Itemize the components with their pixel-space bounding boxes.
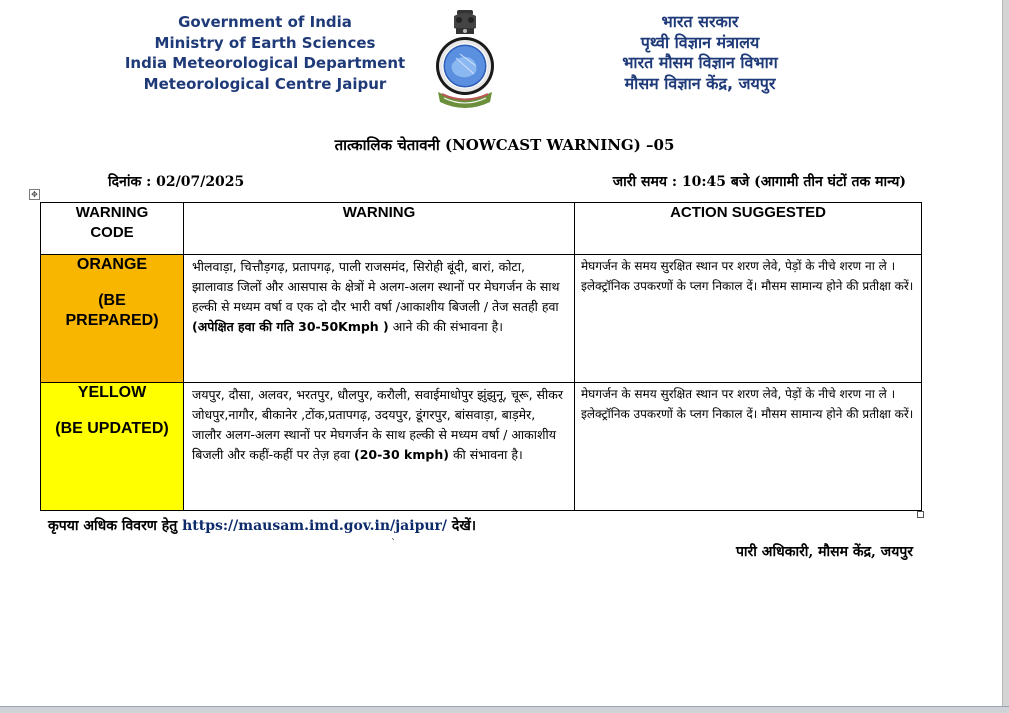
orange-action-text: मेघगर्जन के समय सुरक्षित स्थान पर शरण लेवे, पेड़ों के नीचे शरण ना ले । इलेक्ट्रॉनिक उपकरणों के प्लग निकाल दें। मौसम सामान्य होने की प्रतीक्षा करें।: [581, 259, 914, 293]
header-hindi: [560, 12, 840, 94]
header-english: [120, 12, 410, 94]
yellow-warning-text: [184, 383, 574, 465]
table-row: [41, 255, 922, 383]
yellow-code-label: YELLOW: [77, 384, 147, 401]
footer-note-prefix: कृपया अधिक विवरण हेतु: [48, 518, 183, 534]
header-warning: WARNING: [184, 203, 575, 255]
issue-date: दिनांक : 02/07/2025: [108, 174, 245, 190]
header-en-line-1: Government of India: [178, 13, 352, 31]
header-hi-line-3: भारत मौसम विज्ञान विभाग: [622, 53, 778, 72]
yellow-warning-tail: की संभावना है।: [448, 447, 523, 462]
signature: पारी अधिकारी, मौसम केंद्र, जयपुर: [735, 544, 913, 560]
orange-code-sub: (BE PREPARED): [65, 292, 159, 329]
table-move-handle-icon[interactable]: ✥: [29, 189, 40, 200]
orange-warning-text: [184, 255, 574, 337]
header-action: ACTION SUGGESTED: [575, 203, 922, 255]
header-en-line-4: Meteorological Centre Jaipur: [143, 74, 387, 93]
table-row: [41, 383, 922, 511]
orange-warning-tail: आने की की संभावना है।: [388, 319, 503, 334]
orange-action-cell: [575, 255, 922, 383]
yellow-warning-bold: (20-30 kmph): [354, 447, 449, 462]
orange-warning-main: भीलवाड़ा, चित्तौड़गढ़, प्रतापगढ़, पाली राजसमंद, सिरोही बूंदी, बारां, कोटा, झालावाड जिलों और आसपास के क्षेत्रों मे अलग-अलग स्थानों पर मेघगर्जन के साथ हल्की से मध्यम वर्षा व एक दो दौर भारी वर्षा /आकाशीय बिजली / तेज सतही हवा: [192, 259, 560, 314]
header-en-line-3: India Meteorological Department: [124, 54, 406, 72]
table-header-row: [41, 203, 922, 255]
footer-note: [48, 516, 476, 535]
orange-code-cell: [41, 255, 184, 383]
header-warning-code: [41, 203, 184, 255]
orange-warning-cell: [184, 255, 575, 383]
details-link[interactable]: https://mausam.imd.gov.in/jaipur/: [182, 518, 448, 534]
footer-note-suffix: देखें।: [447, 518, 477, 534]
warning-table: [40, 202, 922, 511]
page-edge-bottom: [0, 706, 1009, 713]
header-hi-line-4: मौसम विज्ञान केंद्र, जयपुर: [624, 73, 776, 93]
table-resize-handle[interactable]: [917, 511, 924, 518]
yellow-warning-main: जयपुर, दौसा, अलवर, भरतपुर, धौलपुर, करौली, सवाईमाधोपुर झुंझुनू, चूरू, सीकर जोधपुर,नागौर, बीकानेर ,टोंक,प्रतापगढ़, उदयपुर, डूंगरपुर, बांसवाड़ा, बाड़मेर, जालौर अलग-अलग स्थानों पर मेघगर्जन के साथ हल्की से मध्यम वर्षा / आकाशीय बिजली और कहीं-कहीं पर तेज़ हवा: [192, 387, 563, 462]
imd-emblem-icon: [432, 6, 498, 110]
yellow-action-text: मेघगर्जन के समय सुरक्षित स्थान पर शरण लेवे, पेड़ों के नीचे शरण ना ले । इलेक्ट्रॉनिक उपकरणों के प्लग निकाल दें। मौसम सामान्य होने की प्रतीक्षा करें।: [581, 387, 914, 421]
header-warning-code-label: WARNING CODE: [75, 204, 149, 241]
header-en-line-2: Ministry of Earth Sciences: [154, 33, 376, 52]
yellow-action-cell: [575, 383, 922, 511]
yellow-code-sub: (BE UPDATED): [55, 420, 169, 437]
header-hi-line-2: पृथ्वी विज्ञान मंत्रालय: [640, 32, 760, 52]
yellow-code-cell: [41, 383, 184, 511]
header-hi-line-1: भारत सरकार: [661, 12, 739, 31]
orange-code-label: ORANGE: [76, 256, 148, 273]
orange-warning-bold: (अपेक्षित हवा की गति 30-50Kmph ): [192, 319, 389, 334]
stray-mark: `: [391, 538, 396, 549]
page-edge-right: [1002, 0, 1009, 713]
document-title: तात्कालिक चेतावनी (NOWCAST WARNING) –05: [334, 136, 675, 154]
yellow-warning-cell: [184, 383, 575, 511]
issue-time: जारी समय : 10:45 बजे (आगामी तीन घंटों तक मान्य): [612, 174, 906, 190]
